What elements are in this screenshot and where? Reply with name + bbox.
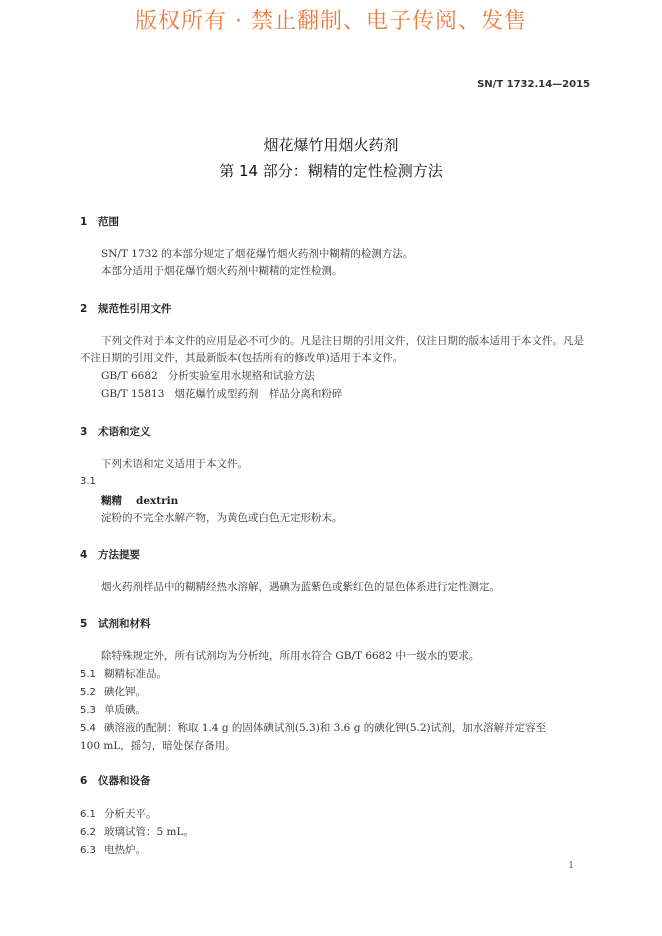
section-title: 术语和定义 [98, 426, 151, 438]
section-3-intro: 下列术语和定义适用于本文件。 [101, 458, 248, 470]
section-number: 3 [80, 426, 88, 438]
list-item [80, 684, 146, 699]
section-5-heading [80, 616, 151, 631]
section-title: 方法提要 [98, 549, 140, 561]
section-number: 2 [80, 303, 88, 315]
section-2-heading [80, 301, 172, 316]
list-item [80, 842, 146, 857]
section-number: 6 [80, 775, 88, 787]
reference-title: 分析实验室用水规格和试验方法 [167, 370, 315, 382]
section-title: 范围 [98, 216, 119, 228]
reference-code: GB/T 15813 [101, 388, 165, 400]
normative-reference [101, 386, 342, 401]
item-text: 分析天平。 [104, 808, 157, 820]
term-number: 3.1 [80, 476, 96, 487]
item-text: 糊精标准品。 [104, 668, 167, 680]
term-entry [101, 493, 178, 508]
document-title-line2: 第 14 部分：糊精的定性检测方法 [219, 162, 443, 180]
item-text: 玻璃试管：5 mL。 [104, 826, 194, 838]
section-title: 试剂和材料 [98, 618, 151, 630]
normative-reference [101, 368, 315, 383]
list-item [80, 806, 157, 821]
section-number: 5 [80, 618, 88, 630]
section-1-paragraph-2: 本部分适用于烟花爆竹烟火药剂中糊精的定性检测。 [101, 265, 343, 277]
standard-number: SN/T 1732.14—2015 [477, 79, 590, 90]
item-number: 6.2 [80, 827, 96, 838]
section-4-heading [80, 547, 140, 562]
term-chinese: 糊精 [101, 495, 122, 507]
section-2-intro: 下列文件对于本文件的应用是必不可少的。凡是注日期的引用文件，仅注日期的版本适用于本文件。凡是不注日期的引用文件，其最新版本(包括所有的修改单)适用于本文件。 [80, 335, 584, 364]
page-number: 1 [568, 861, 574, 871]
section-number: 1 [80, 216, 88, 228]
item-number: 6.1 [80, 809, 96, 820]
item-number: 5.3 [80, 705, 96, 716]
section-title: 规范性引用文件 [98, 303, 172, 315]
document-title-line1: 烟花爆竹用烟火药剂 [263, 136, 399, 154]
item-text: 单质碘。 [104, 704, 146, 716]
item-number: 6.3 [80, 845, 96, 856]
item-text: 碘化钾。 [104, 686, 146, 698]
term-definition: 淀粉的不完全水解产物，为黄色或白色无定形粉末。 [101, 512, 343, 524]
copyright-banner: 版权所有 · 禁止翻制、电子传阅、发售 [135, 9, 527, 34]
section-number: 4 [80, 549, 88, 561]
reference-title: 烟花爆竹成型药剂 样品分离和粉碎 [174, 388, 343, 400]
item-text: 碘溶液的配制：称取 1.4 g 的固体碘试剂(5.3)和 3.6 g 的碘化钾(5.2)试剂，加水溶解并定容至 [104, 722, 547, 734]
item-number: 5.1 [80, 669, 96, 680]
item-number: 5.2 [80, 687, 96, 698]
section-6-heading [80, 773, 151, 788]
section-3-heading [80, 424, 151, 439]
section-1-paragraph-1: SN/T 1732 的本部分规定了烟花爆竹烟火药剂中糊精的检测方法。 [101, 248, 414, 260]
list-item [80, 666, 167, 681]
item-text: 电热炉。 [104, 844, 146, 856]
term-english: dextrin [136, 495, 179, 507]
section-1-heading [80, 214, 119, 229]
list-item-continuation: 100 mL，摇匀，暗处保存备用。 [80, 740, 236, 752]
reference-code: GB/T 6682 [101, 370, 158, 382]
section-5-intro: 除特殊规定外，所有试剂均为分析纯，所用水符合 GB/T 6682 中一级水的要求。 [101, 650, 480, 662]
section-title: 仪器和设备 [98, 775, 151, 787]
section-4-text: 烟火药剂样品中的糊精经热水溶解，遇碘为蓝紫色或紫红色的显色体系进行定性测定。 [101, 581, 500, 593]
list-item [80, 824, 194, 839]
item-number: 5.4 [80, 723, 96, 734]
list-item [80, 720, 546, 735]
list-item [80, 702, 146, 717]
